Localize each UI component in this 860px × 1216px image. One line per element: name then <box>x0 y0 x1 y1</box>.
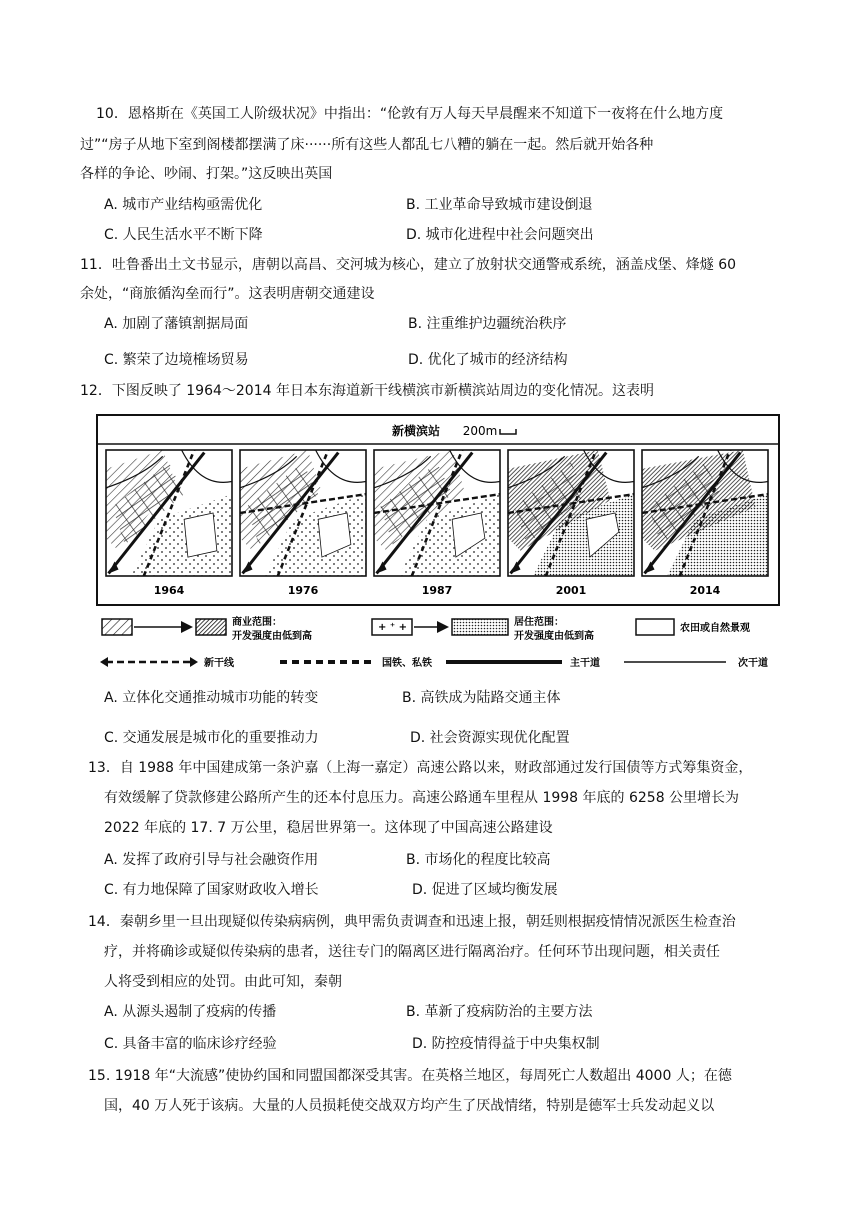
q12-option-a: A. 立体化交通推动城市功能的转变 <box>104 690 319 706</box>
q11-option-a: A. 加剧了藩镇割据局面 <box>104 316 249 332</box>
legend-rail-label: 国铁、私铁 <box>382 658 432 669</box>
map-panel-2001 <box>508 450 634 576</box>
year-label-2001: 2001 <box>555 584 587 597</box>
year-label-1976: 1976 <box>287 584 319 597</box>
legend-commercial-label-1: 商业范围： <box>232 617 282 628</box>
q13-line-2: 有效缓解了贷款修建公路所产生的还本付息压力。高速公路通车里程从 1998 年底的 6258 公里增长为 <box>104 790 740 806</box>
legend-residential-label-1: 居住范围： <box>514 617 564 628</box>
q14-line-3: 人将受到相应的处罚。由此可知，秦朝 <box>104 974 342 990</box>
q15-line-1: 15. 1918 年“大流感”使协约国和同盟国都深受其害。在英格兰地区，每周死亡人数超出 4000 人；在德 <box>88 1068 732 1084</box>
q10-option-b: B. 工业革命导致城市建设倒退 <box>406 197 593 213</box>
shin-yokohama-station-figure <box>96 414 780 676</box>
legend-main-road-label: 主干道 <box>570 658 600 669</box>
q15-line-2: 国，40 万人死于该病。大量的人员损耗使交战双方均产生了厌战情绪，特别是德军士兵发动起义以 <box>104 1098 715 1114</box>
arrow-right-icon <box>190 657 198 667</box>
year-label-2014: 2014 <box>689 584 721 597</box>
q13-option-d: D. 促进了区域均衡发展 <box>412 882 558 898</box>
year-label-1987: 1987 <box>421 584 453 597</box>
q10-line-1: 10．恩格斯在《英国工人阶级状况》中指出：“伦敦有万人每天早晨醒来不知道下一夜将在什么地方度 <box>96 106 724 122</box>
q13-line-1: 13．自 1988 年中国建成第一条沪嘉（上海一嘉定）高速公路以来，财政部通过发行国债等方式筹集资金， <box>88 760 753 776</box>
q12-option-c: C. 交通发展是城市化的重要推动力 <box>104 730 319 746</box>
legend-secondary-road-label: 次干道 <box>738 658 768 669</box>
q11-option-d: D. 优化了城市的经济结构 <box>408 352 568 368</box>
q13-option-c: C. 有力地保障了国家财政收入增长 <box>104 882 319 898</box>
q12-line-1: 12．下图反映了 1964～2014 年日本东海道新干线横滨市新横滨站周边的变化情况。这表明 <box>80 383 654 399</box>
figure-legend <box>100 615 768 669</box>
legend-residential-high-swatch <box>452 619 508 635</box>
legend-shinkansen-label: 新干线 <box>204 658 234 669</box>
legend-residential-label-2: 开发强度由低到高 <box>514 631 594 642</box>
legend-farmland-label: 农田或自然景观 <box>680 623 750 634</box>
q10-option-a: A. 城市产业结构亟需优化 <box>104 197 263 213</box>
q13-option-b: B. 市场化的程度比较高 <box>406 852 551 868</box>
q12-option-d: D. 社会资源实现优化配置 <box>410 730 570 746</box>
q14-option-d: D. 防控疫情得益于中央集权制 <box>412 1036 600 1052</box>
legend-commercial-high-swatch <box>196 619 226 635</box>
figure-title: 新横滨站 <box>391 424 440 438</box>
q14-option-b: B. 革新了疫病防治的主要方法 <box>406 1004 593 1020</box>
q12-option-b: B. 高铁成为陆路交通主体 <box>402 690 561 706</box>
q10-line-3: 各样的争论、吵闹、打架。”这反映出英国 <box>80 166 333 182</box>
q14-option-a: A. 从源头遏制了疫病的传播 <box>104 1004 277 1020</box>
map-panel-1987 <box>374 450 500 576</box>
q11-line-2: 余处，“商旅循沟垒而行”。这表明唐朝交通建设 <box>80 286 375 302</box>
q14-option-c: C. 具备丰富的临床诊疗经验 <box>104 1036 277 1052</box>
q14-line-2: 疗，并将确诊或疑似传染病的患者，送往专门的隔离区进行隔离治疗。任何环节出现问题，相关责任 <box>104 944 720 960</box>
q13-line-3: 2022 年底的 17. 7 万公里，稳居世界第一。这体现了中国高速公路建设 <box>104 820 553 836</box>
q11-option-c: C. 繁荣了边境榷场贸易 <box>104 352 249 368</box>
arrow-left-icon <box>100 657 108 667</box>
legend-farmland-swatch <box>636 619 674 635</box>
q13-option-a: A. 发挥了政府引导与社会融资作用 <box>104 852 319 868</box>
q14-line-1: 14．秦朝乡里一旦出现疑似传染病病例，典甲需负责调查和迅速上报，朝廷则根据疫情情况派医生检查治 <box>88 914 736 930</box>
year-label-1964: 1964 <box>153 584 185 597</box>
farmland-area <box>184 513 217 557</box>
plus-marks-icon: + ⁺ + <box>378 622 407 633</box>
map-panel-1964 <box>106 450 232 576</box>
q10-line-2: 过”“房子从地下室到阁楼都摆满了床······所有这些人都乱七八糟的躺在一起。然后就开始各种 <box>80 137 654 153</box>
q10-option-d: D. 城市化进程中社会问题突出 <box>406 227 594 243</box>
legend-commercial-low-swatch <box>102 619 132 635</box>
q11-option-b: B. 注重维护边疆统治秩序 <box>408 316 567 332</box>
legend-commercial-label-2: 开发强度由低到高 <box>232 631 312 642</box>
map-panel-1976 <box>240 450 366 576</box>
map-panel-2014 <box>642 450 768 576</box>
q11-line-1: 11．吐鲁番出土文书显示，唐朝以高昌、交河城为核心，建立了放射状交通警戒系统，涵盖戍堡、烽燧 60 <box>80 257 737 273</box>
q10-option-c: C. 人民生活水平不断下降 <box>104 227 263 243</box>
figure-scale: 200m <box>462 424 498 438</box>
